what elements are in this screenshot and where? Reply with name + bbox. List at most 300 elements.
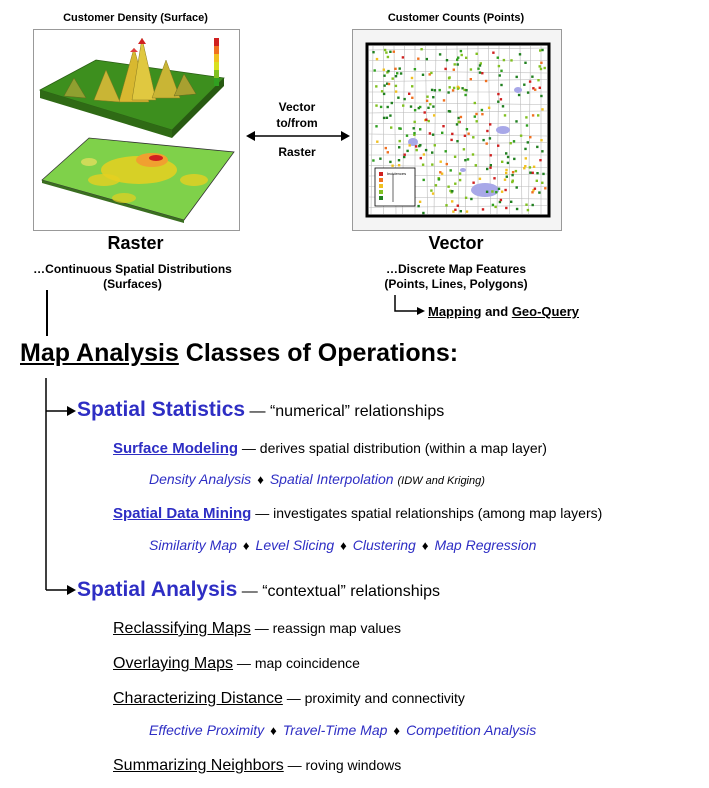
customer-point [386,117,388,119]
customer-point [532,172,534,174]
customer-point [461,54,463,56]
customer-point [466,210,468,212]
vector-panel-title: Customer Counts (Points) [387,12,525,24]
customer-point [492,52,494,54]
customer-point [457,205,459,207]
customer-point [419,128,421,130]
customer-point [390,126,392,128]
customer-point [402,104,404,106]
customer-point [392,77,394,79]
customer-point [394,68,396,70]
customer-point [527,91,529,93]
customer-point [408,93,410,95]
customer-point [515,170,517,172]
customer-point [446,163,448,165]
customer-point [501,191,503,193]
spatial-analysis-suffix: — “contextual” relationships [237,583,441,600]
customer-point [539,65,541,67]
vector-desc-line1: …Discrete Map Features [385,262,527,276]
customer-point [498,188,500,190]
customer-point [404,154,406,156]
customer-point [431,163,433,165]
customer-point [524,165,526,167]
customer-point [480,62,482,64]
customer-point [432,134,434,136]
customer-point [454,183,456,185]
customer-point [488,107,490,109]
customer-point [387,106,389,108]
mapping-link[interactable]: Mapping [428,304,482,319]
customer-point [486,191,488,193]
customer-point [383,69,385,71]
customer-point [403,98,405,100]
customer-point [490,164,492,166]
customer-point [429,132,431,134]
geoquery-link[interactable]: Geo-Query [511,304,579,319]
customer-point [395,85,397,87]
customer-point [512,171,514,173]
customer-point [403,156,405,158]
customer-point [376,58,378,60]
customer-point [374,69,376,71]
customer-point [503,59,505,61]
customer-point [495,191,497,193]
clustering-item: Clustering [352,537,416,553]
customer-point [499,74,501,76]
spatial-interpolation-item: Spatial Interpolation [269,471,394,487]
raster-panel-title: Customer Density (Surface) [63,12,208,24]
customer-point [516,208,518,210]
overlaying-title[interactable]: Overlaying Maps [113,655,234,672]
customer-point [464,135,466,137]
customer-point [518,94,520,96]
customer-point [532,114,534,116]
vector-desc-line2: (Points, Lines, Polygons) [384,277,528,291]
spatial-analysis-title: Spatial Analysis [77,578,238,601]
customer-point [416,149,418,151]
customer-point [519,53,521,55]
customer-point [465,197,467,199]
customer-point [474,102,476,104]
vector-heading: Vector [428,233,484,253]
customer-point [456,123,458,125]
customer-point [540,139,542,141]
customer-point [418,145,420,147]
customer-point [383,84,385,86]
customer-point [541,150,543,152]
travel-time-map-item: Travel-Time Map [282,722,388,738]
customer-point [459,179,461,181]
customer-point [422,164,424,166]
customer-point [395,75,397,77]
customer-point [435,184,437,186]
customer-point [533,166,535,168]
customer-point [454,209,456,211]
customer-point [422,74,424,76]
customer-point [532,204,534,206]
customer-point [387,70,389,72]
density-analysis-item: Density Analysis [149,471,252,487]
customer-point [500,199,502,201]
customer-point [502,105,504,107]
customer-point [433,114,435,116]
customer-point [525,157,527,159]
customer-point [413,132,415,134]
customer-point [440,161,442,163]
spatial-statistics-suffix: — “numerical” relationships [245,403,445,420]
customer-point [434,144,436,146]
customer-point [482,139,484,141]
customer-point [481,113,483,115]
spatial-statistics-line [77,398,444,422]
customer-point [463,148,465,150]
customer-point [544,67,546,69]
customer-point [531,76,533,78]
customer-point [383,75,385,77]
customer-point [541,108,543,110]
points-map-image [353,30,561,230]
customer-point [420,48,422,50]
customer-point [475,113,477,115]
customer-point [426,100,428,102]
customer-point [431,89,433,91]
customer-point [479,178,481,180]
vector-points-panel [352,29,562,231]
customer-point [388,83,390,85]
customer-point [372,51,374,53]
surface-modeling-title[interactable]: Surface Modeling [113,440,239,457]
customer-point [375,125,377,127]
customer-point [464,159,466,161]
customer-point [500,98,502,100]
customer-point [498,65,500,67]
customer-point [450,139,452,141]
distance-line [113,690,465,708]
customer-point [443,99,445,101]
customer-point [389,114,391,116]
customer-point [500,84,502,86]
customer-point [400,72,402,74]
customer-point [526,124,528,126]
customer-point [450,169,452,171]
customer-point [524,148,526,150]
customer-point [510,201,512,203]
customer-point [481,109,483,111]
customer-point [427,107,429,109]
customer-point [383,93,385,95]
customer-point [511,174,513,176]
bidirectional-arrow [246,129,350,143]
customer-point [531,191,533,193]
customer-point [444,68,446,70]
customer-point [398,164,400,166]
lake-shape [471,183,499,197]
customer-point [460,116,462,118]
raster-heading: Raster [107,233,164,253]
customer-point [525,116,527,118]
customer-point [505,172,507,174]
customer-point [472,153,474,155]
customer-point [414,68,416,70]
tree-connector [38,378,78,598]
diamond-separator-icon: ♦ [340,538,347,553]
customer-point [538,191,540,193]
surface-modeling-line [113,440,547,457]
neighbors-title[interactable]: Summarizing Neighbors [113,757,284,774]
customer-point [423,179,425,181]
customer-point [384,49,386,51]
customer-point [389,161,391,163]
customer-point [424,111,426,113]
lake-shape [514,87,522,93]
customer-point [451,133,453,135]
main-title-rest: Classes of Operations: [178,339,459,367]
customer-point [504,189,506,191]
reclassifying-title[interactable]: Reclassifying Maps [113,620,251,637]
customer-point [541,182,543,184]
customer-point [411,85,413,87]
customer-point [417,205,419,207]
neighbors-desc: — roving windows [283,757,402,773]
effective-proximity-item: Effective Proximity [149,722,265,738]
customer-point [494,206,496,208]
customer-point [398,159,400,161]
interpolation-note: (IDW and Kriging) [397,475,485,487]
customer-point [525,204,527,206]
customer-point [406,150,408,152]
customer-point [489,123,491,125]
customer-point [410,105,412,107]
customer-point [379,158,381,160]
customer-point [504,114,506,116]
mapping-elbow-arrow [392,295,426,319]
customer-point [500,70,502,72]
customer-point [454,63,456,65]
customer-point [460,50,462,52]
customer-point [486,142,488,144]
customer-point [523,84,525,86]
customer-point [417,58,419,60]
customer-point [520,135,522,137]
customer-point [432,105,434,107]
customer-point [411,77,413,79]
customer-point [540,95,542,97]
customer-point [527,209,529,211]
customer-point [470,78,472,80]
diamond-separator-icon: ♦ [257,472,264,487]
customer-point [524,62,526,64]
customer-point [536,172,538,174]
customer-point [507,156,509,158]
customer-point [475,164,477,166]
distance-title[interactable]: Characterizing Distance [113,690,283,707]
overlaying-desc: — map coincidence [233,655,360,671]
customer-point [419,201,421,203]
customer-point [491,190,493,192]
customer-point [397,97,399,99]
customer-point [529,172,531,174]
raster-connector-line [46,290,48,336]
customer-point [536,146,538,148]
customer-point [430,72,432,74]
customer-point [511,181,513,183]
customer-point [537,79,539,81]
customer-point [534,188,536,190]
customer-point [406,135,408,137]
customer-point [510,59,512,61]
customer-point [539,159,541,161]
customer-point [452,89,454,91]
customer-point [485,80,487,82]
customer-point [479,71,481,73]
customer-point [399,67,401,69]
data-mining-line [113,505,602,522]
conversion-label-line3: Raster [278,145,316,159]
surface-map-image [34,30,239,230]
customer-point [414,109,416,111]
customer-point [439,89,441,91]
raster-desc-line2: (Surfaces) [103,277,162,291]
customer-point [446,59,448,61]
customer-point [470,198,472,200]
customer-point [453,87,455,89]
customer-point [505,152,507,154]
customer-point [447,186,449,188]
customer-point [449,86,451,88]
customer-point [381,90,383,92]
customer-point [457,63,459,65]
distance-items [149,722,536,738]
customer-point [411,97,413,99]
customer-point [447,91,449,93]
customer-point [441,132,443,134]
customer-point [472,136,474,138]
customer-point [490,154,492,156]
customer-point [504,179,506,181]
customer-point [527,141,529,143]
customer-point [458,121,460,123]
customer-point [372,159,374,161]
data-mining-title[interactable]: Spatial Data Mining [113,505,252,522]
customer-point [439,171,441,173]
customer-point [515,120,517,122]
customer-point [467,133,469,135]
customer-point [425,119,427,121]
level-slicing-item: Level Slicing [255,537,335,553]
customer-point [428,120,430,122]
customer-point [438,178,440,180]
customer-point [466,128,468,130]
conversion-label-line2: to/from [276,116,318,130]
customer-point [497,101,499,103]
customer-point [497,145,499,147]
customer-point [453,69,455,71]
customer-point [489,137,491,139]
customer-point [465,57,467,59]
customer-point [451,190,453,192]
customer-point [445,150,447,152]
customer-point [497,57,499,59]
customer-point [486,130,488,132]
customer-point [442,125,444,127]
customer-point [457,117,459,119]
map-legend-title: Incidences [387,171,407,176]
customer-point [375,104,377,106]
diamond-separator-icon: ♦ [393,723,401,738]
customer-point [539,49,541,51]
customer-point [529,80,531,82]
customer-point [542,173,544,175]
customer-point [529,166,531,168]
reclassifying-desc: — reassign map values [250,620,402,636]
customer-point [398,146,400,148]
customer-point [537,114,539,116]
customer-point [391,165,393,167]
diamond-separator-icon: ♦ [421,538,429,553]
main-title-map-analysis: Map Analysis [20,339,179,367]
customer-point [513,158,515,160]
reclassifying-line [113,620,401,638]
customer-point [476,120,478,122]
customer-point [492,204,494,206]
customer-point [426,96,428,98]
customer-point [430,189,432,191]
customer-point [387,151,389,153]
customer-point [540,62,542,64]
customer-point [472,182,474,184]
customer-point [474,115,476,117]
customer-point [399,140,401,142]
customer-point [505,207,507,209]
diamond-separator-icon: ♦ [242,538,250,553]
customer-point [465,89,467,91]
conversion-label-line1: Vector [278,100,316,114]
customer-point [507,162,509,164]
lake-shape [460,168,466,172]
customer-point [534,89,536,91]
customer-point [541,49,543,51]
customer-point [470,68,472,70]
customer-point [423,153,425,155]
customer-point [479,64,481,66]
customer-point [456,140,458,142]
customer-point [395,90,397,92]
customer-point [385,51,387,53]
customer-point [389,51,391,53]
customer-point [516,76,518,78]
customer-point [460,210,462,212]
customer-point [529,136,531,138]
customer-point [477,68,479,70]
customer-point [448,110,450,112]
customer-point [489,167,491,169]
customer-point [432,96,434,98]
spatial-analysis-line [77,578,440,602]
customer-point [536,180,538,182]
mapping-geoquery-line [428,304,579,319]
lake-shape [496,126,510,134]
customer-point [402,56,404,58]
customer-point [493,177,495,179]
customer-point [506,176,508,178]
raster-desc-line1: …Continuous Spatial Distributions [33,262,232,276]
customer-point [426,58,428,60]
customer-point [425,149,427,151]
customer-point [457,88,459,90]
customer-point [385,147,387,149]
customer-point [459,172,461,174]
customer-point [505,169,507,171]
